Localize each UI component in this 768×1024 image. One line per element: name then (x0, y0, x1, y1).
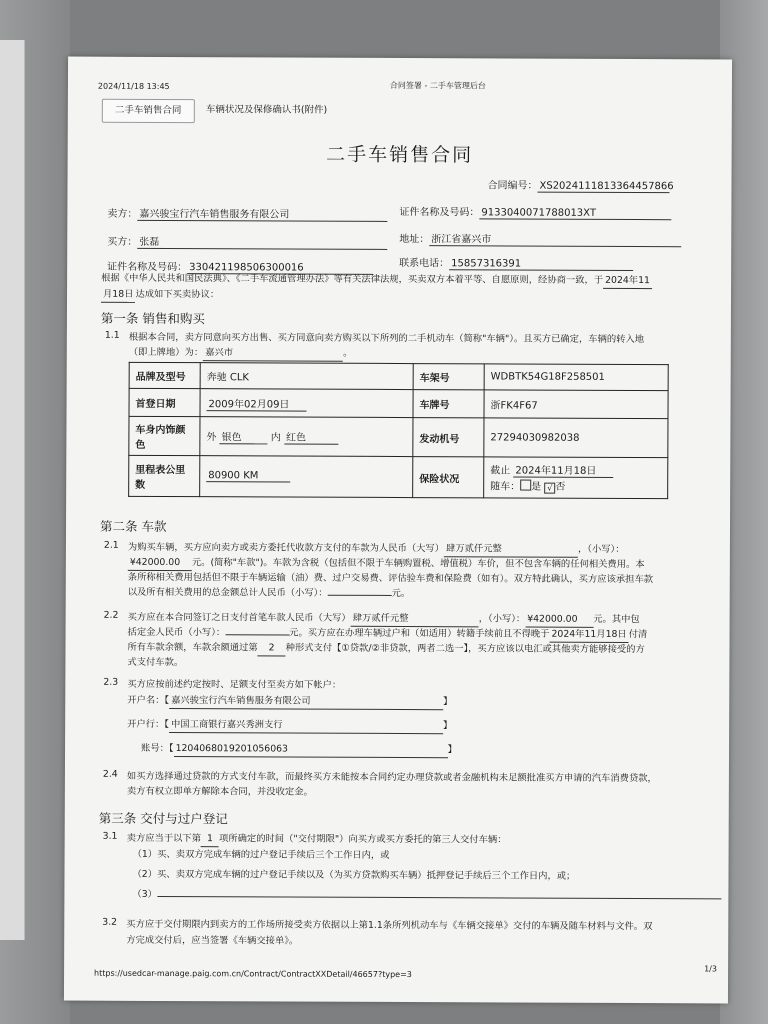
vin-value: WDBTK54G18F258501 (484, 364, 668, 391)
c22-text-e: 元。买方应在办理车辆过户和（如适用）转籍手续前且不得晚于 (289, 627, 550, 640)
insurance-label: 保险状况 (413, 457, 484, 498)
address-row (399, 230, 681, 247)
vin-label: 车架号 (413, 364, 484, 390)
contract-number-value: XS2024111813364457866 (537, 181, 669, 194)
no-label: 否 (555, 481, 566, 493)
address-label: 地址： (399, 234, 430, 246)
c21-text-f: 元。 (391, 587, 411, 600)
buyer-row (107, 233, 387, 250)
seller-id-row (399, 203, 671, 220)
article2-heading: 第二条 车款 (99, 518, 167, 534)
clause-3-2-line1: 买方应于交付期限内到卖方的工作场所接受卖方依据以上第1.1条所列机动车与《车辆交接单》交付的车辆及随车材料与文件。双 (126, 918, 653, 933)
buyer-value: 张磊 (137, 233, 387, 250)
first-reg-value: 2009年02月09日 (207, 395, 307, 411)
option-3-label: （3） (132, 888, 157, 900)
preamble-date-a: 2024年11 (603, 273, 652, 289)
clause-number: 1.1 (104, 329, 120, 341)
c22-text-a: 买方应在本合同签订之日支付首笔车款人民币（大写） (127, 611, 351, 624)
c21-upper-amount: 肆万贰仟元整 (444, 541, 578, 558)
clause-number: 2.4 (102, 768, 118, 780)
seller-value: 嘉兴骏宝行汽车销售服务有限公司 (137, 205, 387, 222)
plate-label: 车牌号 (413, 390, 484, 418)
insurance-until-prefix: 截止 (490, 465, 511, 477)
c22-text-g: 所有车款余额，车款余额通过第 (127, 641, 258, 654)
bracket-close: 】 (442, 720, 453, 732)
interior-prefix: 内 (270, 432, 281, 444)
clause-2-2-line3 (127, 640, 644, 658)
account-name: 嘉兴骏宝行汽车销售服务有限公司 (169, 693, 443, 710)
clause-number: 2.1 (103, 539, 119, 551)
account-name-row (127, 693, 452, 710)
clause-3-2-line2: 方完成交付后，应当签署《车辆交接单》。 (126, 934, 299, 947)
tab-vehicle-condition[interactable]: 车辆状况及保修确认书(附件) (205, 104, 328, 116)
yes-checkbox[interactable] (520, 480, 531, 491)
clause-number: 3.2 (102, 916, 118, 928)
insurance-cell (484, 457, 668, 499)
account-bank: 中国工商银行嘉兴秀洲支行 (169, 717, 443, 734)
option-3-blank (157, 896, 721, 899)
table-row (129, 416, 668, 457)
clause-2-1-line4 (128, 585, 411, 601)
account-name-label: 开户名：【 (127, 694, 170, 707)
place-end: 。 (343, 347, 353, 359)
deposit-blank (225, 634, 289, 635)
clause-1-1-place (129, 345, 353, 362)
clause-number: 2.3 (103, 676, 119, 688)
c22-date: 2024年11月18日 (549, 627, 628, 643)
clause-number: 3.1 (102, 830, 118, 842)
address-value: 浙江省嘉兴市 (429, 230, 681, 247)
clause-2-2-line4: 式支付车款。 (127, 656, 184, 669)
preamble-date-b: 月18日 (101, 287, 136, 303)
insurance-until-date: 2024年11月18日 (513, 462, 613, 478)
c22-upper-amount: 肆万贰仟元整 (351, 611, 479, 628)
buyer-id-value: 330421198506300016 (187, 262, 373, 275)
article1-heading: 第一条 销售和购买 (100, 310, 205, 327)
mileage-label: 里程表公里数 (129, 455, 200, 496)
exterior-color: 银色 (220, 428, 268, 444)
engine-label: 发动机号 (413, 418, 484, 457)
seller-id-label: 证件名称及号码： (399, 207, 480, 219)
mileage-value: 80900 KM (206, 470, 290, 482)
color-label: 车身内饰颜色 (129, 416, 200, 455)
seller-row (107, 205, 387, 222)
payment-mode: 2 (258, 640, 286, 656)
registration-place: 嘉兴市 (203, 345, 343, 362)
buyer-label: 买方： (107, 236, 138, 248)
account-number-label: 账号：【 (141, 742, 174, 755)
page-number: 1/3 (704, 964, 717, 974)
first-reg-label: 首登日期 (129, 388, 200, 416)
bracket-close: 】 (443, 696, 453, 708)
c22-text-b: ，（小写）： (478, 613, 526, 625)
preamble-text-b: 达成如下买卖协议： (135, 288, 220, 301)
clause-number: 2.2 (103, 609, 119, 621)
c21-text-a: 为购买车辆，买方应向卖方或卖方委托代收款方支付的车款为人民币（大写） (127, 541, 445, 555)
delivery-option-2: （2）买、卖双方完成车辆的过户登记手续以及（为买方贷款购买车辆）抵押登记手续后三个工作日内，或； (132, 868, 576, 882)
contract-title: 二手车销售合同 (326, 143, 474, 167)
window-title: 合同签署 - 二手车管理后台 (389, 80, 486, 91)
preamble-line2 (101, 287, 219, 304)
table-row (129, 455, 668, 498)
c22-text-d: 括定金人民币（小写）： (127, 626, 226, 639)
account-number-row (141, 741, 457, 758)
table-row (129, 362, 668, 390)
c21-total-blank (328, 595, 392, 596)
c22-text-c: 元。其中包 (593, 613, 640, 626)
brand-label: 品牌及型号 (129, 362, 200, 388)
article3-heading: 第三条 交付与过户登记 (98, 810, 228, 827)
c21-text-b: ，（小写）： (578, 543, 625, 555)
c21-text-e: 以及所有相关费用的总金额总计人民币（小写）： (127, 586, 328, 599)
preamble-text: 根据《中华人民共和国民法典》、《二手车流通管理办法》等有关法律法规，买卖双方本着平等、自愿原则，经协商一致，于 (101, 272, 604, 286)
clause-2-3-text: 买方应按前述约定按时、足额支付至卖方如下帐户： (127, 678, 342, 691)
brand-value: 奔驰 CLK (200, 363, 413, 390)
with-car-label: 随车： (490, 481, 521, 493)
contract-number (487, 176, 674, 193)
insurance-with-car (490, 477, 661, 494)
vehicle-table (128, 362, 669, 499)
interior-color: 红色 (284, 429, 338, 445)
clause-2-4-line2: 卖方有权立即单方解除本合同，并没收定金。 (126, 785, 313, 798)
seller-id-value: 9133040071788013XT (479, 207, 671, 220)
mileage-cell (200, 456, 413, 498)
tab-sales-contract[interactable]: 二手车销售合同 (102, 99, 195, 123)
c21-text-c: 元。(简称"车款")。车款为含税（包括但不限于车辆购置税、增值税）车价，但不包含车辆的任何相关费用。本 (191, 557, 645, 571)
account-number: 1204068019201056063 (174, 741, 448, 758)
c22-text-h: 种形式支付【①贷款/②非贷款，两者二选一】，买方应该以电汇或其他卖方能够接受的方 (285, 642, 645, 656)
clause-3-1-text (127, 831, 507, 849)
footer-url: https://usedcar-manage.paig.com.cn/Contract/ContractXXDetail/46657?type=3 (94, 968, 412, 980)
c22-amount: ¥42000.00 (525, 612, 593, 628)
seller-label: 卖方： (107, 208, 138, 220)
c31-text-b: 项所确定的时间（"交付期限"）向买方或买方委托的第三人交付车辆： (219, 833, 507, 846)
c31-text-a: 卖方应当于以下第 (126, 832, 202, 845)
account-bank-row (127, 717, 452, 734)
clause-2-1-line3: 条所称相关费用包括但不限于车辆运输（油）费、过户交易费、评估验车费和保险费（如有）。双方特此确认，买方应该承担车款 (127, 571, 654, 586)
c22-text-f: 付清 (628, 629, 648, 641)
clause-1-1-text: 根据本合同，卖方同意向买方出售、买方同意向卖方购买以下所列的二手机动车（简称"车辆"）。且买方已确定，车辆的转入地 (128, 331, 645, 346)
buyer-id-label: 证件名称及号码： (107, 261, 188, 274)
color-cell (200, 417, 413, 457)
plate-value: 浙FK4F67 (484, 390, 668, 419)
engine-value: 27294030982038 (484, 418, 668, 458)
delivery-option: 1 (201, 831, 219, 847)
delivery-option-1: （1）买、卖双方完成车辆的过户登记手续后三个工作日内，或 (132, 848, 390, 861)
yes-label: 是 (531, 481, 542, 493)
tab-bar (102, 99, 702, 124)
clause-2-4-line1: 如买方选择通过贷款的方式支付车款，而最终买方未能按本合同约定办理贷款或者金融机构未足额批准买方申请的汽车消费贷款， (126, 770, 657, 785)
no-checkbox[interactable]: √ (544, 483, 555, 494)
account-bank-label: 开户行：【 (127, 718, 170, 731)
first-reg-cell (200, 389, 413, 418)
phone-label: 联系电话： (399, 258, 450, 270)
phone-value: 15857316391 (449, 258, 633, 271)
bracket-close: 】 (447, 744, 457, 756)
print-datetime: 2024/11/18 13:45 (97, 81, 170, 91)
delivery-option-3 (132, 887, 721, 905)
exterior-prefix: 外 (206, 432, 217, 444)
printed-page (64, 57, 732, 1004)
phone-row (399, 254, 633, 271)
table-row (129, 388, 668, 418)
insurance-until (490, 461, 661, 478)
contract-number-label: 合同编号： (487, 180, 538, 192)
place-label: （即上牌地）为： (128, 346, 204, 359)
c21-amount: ¥42000.00 (128, 555, 192, 571)
background-paper-edge (0, 40, 25, 940)
